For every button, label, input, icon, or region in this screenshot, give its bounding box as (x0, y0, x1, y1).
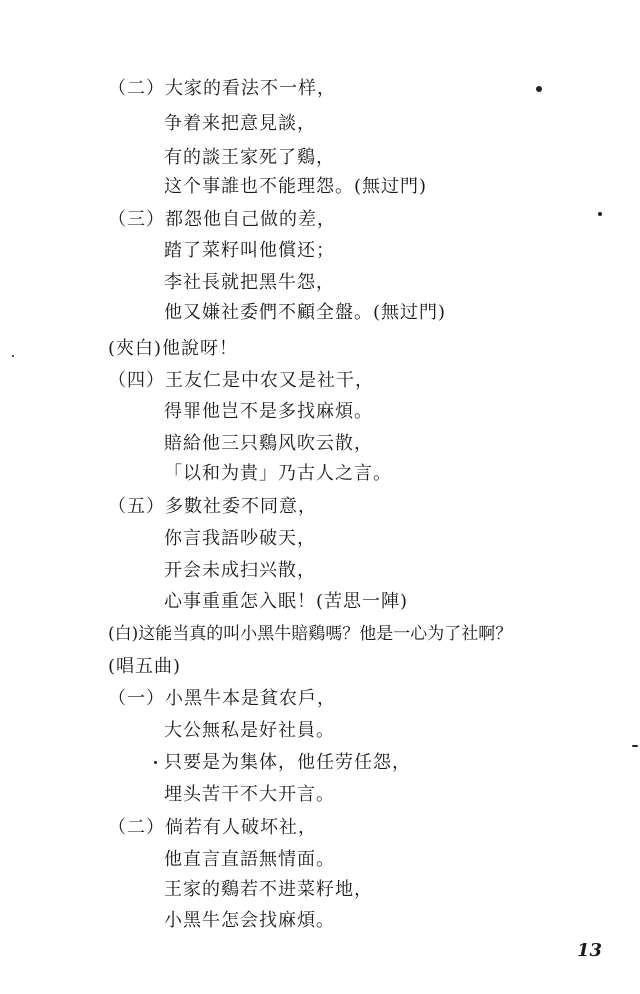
verse-text: 你言我語吵破天， (164, 528, 316, 549)
verse-line (164, 240, 335, 262)
verse-marker: （四） (108, 370, 165, 391)
verse-marker: （一） (108, 688, 165, 709)
page-number: 13 (576, 940, 602, 961)
aside-line (108, 338, 238, 360)
verse-line (164, 560, 316, 582)
verse-line (164, 433, 373, 455)
verse-marker: （五） (108, 496, 165, 517)
verse-text: 賠給他三只鷄风吹云散， (164, 433, 373, 454)
verse-line (164, 591, 408, 613)
verse-text: 只要是为集体，他任劳任怨， (164, 752, 411, 773)
verse-line (164, 147, 335, 169)
verse-line (108, 496, 317, 518)
ink-speck (154, 761, 157, 764)
verse-text: 大公無私是好社員。 (164, 720, 335, 741)
verse-line (164, 879, 373, 901)
verse-marker: （二） (108, 78, 165, 99)
ink-speck (536, 86, 542, 92)
verse-line (108, 209, 336, 231)
verse-line (164, 720, 335, 742)
verse-text: 有的談王家死了鷄， (164, 147, 335, 168)
verse-marker: （二） (108, 817, 165, 838)
ink-speck (632, 745, 638, 747)
verse-text: 「以和为貴」乃古人之言。 (164, 463, 392, 484)
verse-line (164, 272, 335, 294)
verse-line (108, 370, 374, 392)
verse-text: 这个事誰也不能理怨。(無过門) (164, 176, 428, 197)
verse-line (164, 752, 411, 774)
song-heading-text: (唱五曲) (108, 656, 182, 677)
verse-line (164, 528, 316, 550)
verse-line (164, 849, 335, 871)
verse-text: 王家的鷄若不进菜籽地， (164, 879, 373, 900)
verse-line (164, 784, 335, 806)
verse-text: 他又嫌社委們不顧全盤。(無过門) (164, 302, 447, 323)
spoken-text: (白)这能当真的叫小黑牛賠鷄嗎？他是一心为了社啊？ (108, 624, 513, 644)
verse-line (164, 910, 335, 932)
verse-line (108, 688, 336, 710)
verse-line (108, 817, 317, 839)
verse-line (108, 78, 336, 100)
spoken-line (108, 623, 512, 645)
verse-line (164, 176, 427, 198)
verse-text: 王友仁是中农又是社干， (165, 370, 374, 391)
verse-text: 小黑牛怎会找麻煩。 (164, 910, 335, 931)
verse-text: 李社長就把黑牛怨， (164, 272, 335, 293)
verse-line (164, 463, 392, 485)
verse-text: 心事重重怎入眠！(苦思一陣) (164, 591, 409, 612)
verse-text: 多數社委不同意， (165, 496, 317, 517)
verse-line (164, 113, 316, 135)
verse-marker: （三） (108, 209, 165, 230)
verse-text: 他直言直語無情面。 (164, 849, 335, 870)
verse-line (164, 302, 446, 324)
verse-text: 都怨他自己做的差， (165, 209, 336, 230)
verse-text: 埋头苦干不大开言。 (164, 784, 335, 805)
verse-text: 大家的看法不一样， (165, 78, 336, 99)
verse-text: 开会未成扫兴散， (164, 560, 316, 581)
ink-speck (598, 212, 602, 216)
verse-text: 踏了菜籽叫他償还； (164, 240, 335, 261)
verse-text: 争着来把意見談， (164, 113, 316, 134)
aside-text: (夾白)他說呀！ (108, 338, 239, 359)
verse-text: 小黑牛本是貧农戶， (165, 688, 336, 709)
verse-text: 得罪他岂不是多找麻煩。 (164, 401, 373, 422)
verse-line (164, 401, 373, 423)
ink-speck (12, 355, 14, 357)
song-heading (108, 656, 181, 678)
verse-text: 倘若有人破坏社， (165, 817, 317, 838)
